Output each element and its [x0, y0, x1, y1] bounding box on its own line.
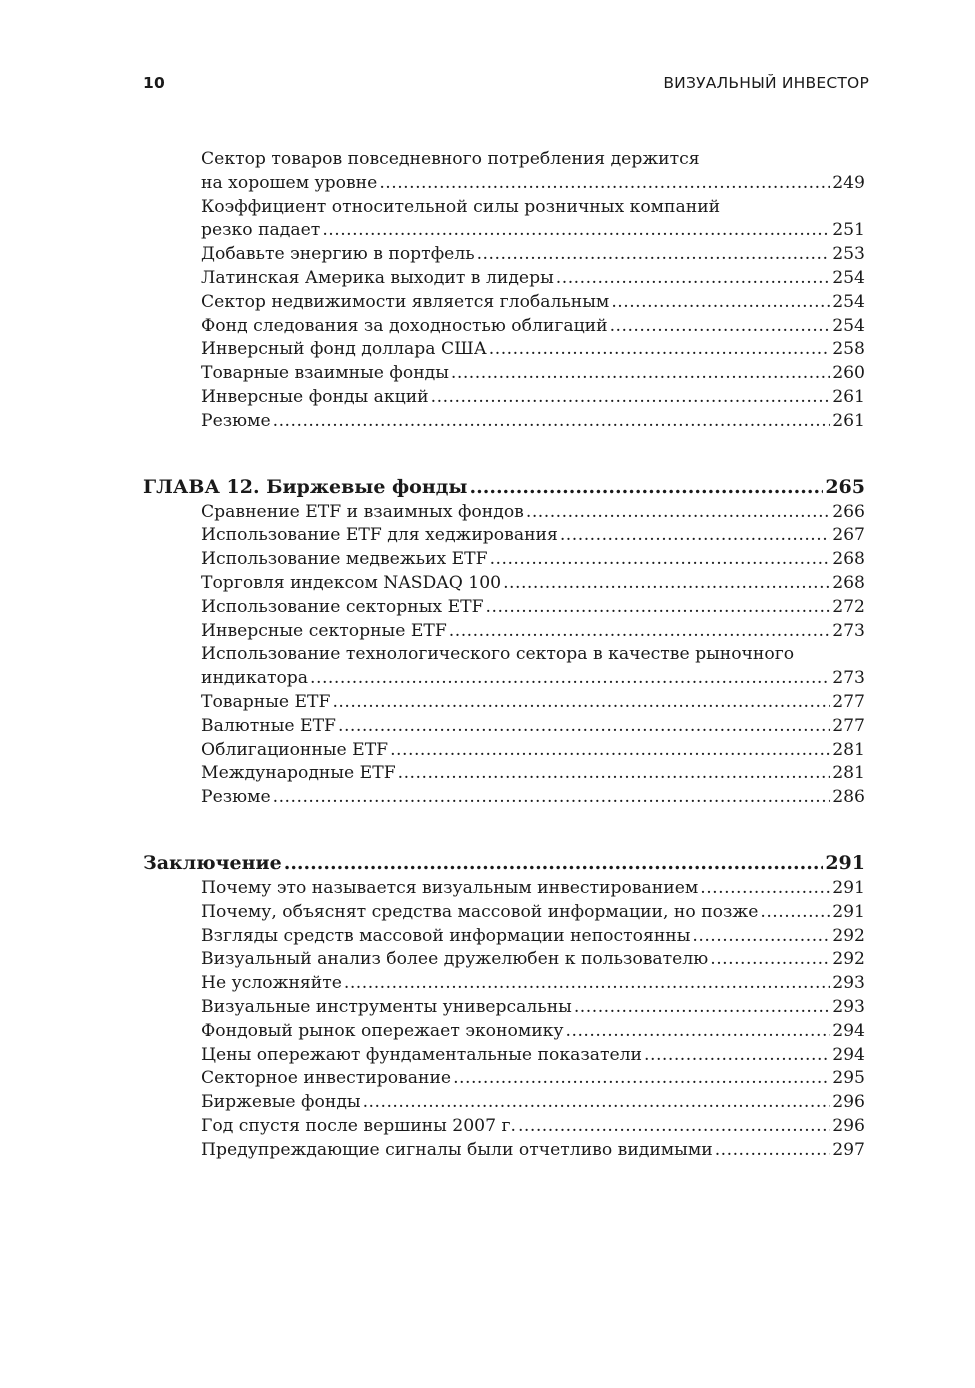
toc-entry-label: Сравнение ETF и взаимных фондов	[201, 501, 524, 522]
toc-entry-page: 291	[832, 901, 865, 922]
toc-entry-label: Визуальные инструменты универсальны	[201, 996, 572, 1017]
toc-entry-label-line1: Коэффициент относительной силы розничных компаний	[201, 196, 721, 217]
toc-entry-page: 277	[832, 715, 865, 736]
toc-entry-page: 272	[832, 596, 865, 617]
dot-leader	[344, 972, 830, 996]
toc-entry-page: 268	[832, 572, 865, 593]
dot-leader	[431, 386, 831, 410]
toc-entry-label: резко падает	[201, 220, 321, 241]
dot-leader	[477, 243, 831, 267]
toc-entry-page: 261	[832, 386, 865, 407]
chapter-title: Заключение	[143, 851, 282, 874]
toc-entry-label: Международные ETF	[201, 763, 396, 784]
dot-leader	[273, 410, 831, 434]
dot-leader	[715, 1139, 831, 1163]
toc-entry-label: Товарные взаимные фонды	[201, 363, 449, 384]
toc-entry-page: 294	[832, 1020, 865, 1041]
dot-leader	[363, 1091, 831, 1115]
page-number: 10	[143, 74, 165, 92]
toc-entry-label: Инверсные секторные ETF	[201, 620, 447, 641]
toc-entry[interactable]	[143, 501, 865, 525]
chapter-heading[interactable]	[143, 850, 865, 877]
toc-entry[interactable]	[143, 572, 865, 596]
toc-entry-page: 273	[832, 668, 865, 689]
chapter-heading[interactable]	[143, 474, 865, 501]
toc-entry-page: 281	[832, 739, 865, 760]
toc-entry[interactable]	[143, 1067, 865, 1091]
toc-entry-page: 292	[832, 949, 865, 970]
chapter-page: 265	[825, 475, 865, 498]
toc-entry[interactable]	[143, 1044, 865, 1068]
dot-leader	[379, 172, 830, 196]
dot-leader	[692, 925, 830, 949]
dot-leader	[310, 667, 830, 691]
running-head	[143, 74, 869, 98]
dot-leader	[560, 524, 830, 548]
toc-section-chapter-12	[143, 474, 865, 810]
toc-entry-label: Торговля индексом NASDAQ 100	[201, 572, 502, 593]
dot-leader	[449, 620, 830, 644]
toc-entry[interactable]	[143, 291, 865, 315]
toc-entry-page: 293	[832, 996, 865, 1017]
toc-entry[interactable]	[143, 948, 865, 972]
toc-entry-label: Почему, объяснят средства массовой информации, но позже	[201, 901, 759, 922]
toc-entry-label: Резюме	[201, 787, 271, 808]
toc-entry[interactable]	[143, 715, 865, 739]
toc-entry-page: 292	[832, 925, 865, 946]
toc-entry[interactable]	[143, 1020, 865, 1044]
toc-entry[interactable]	[143, 524, 865, 548]
toc-entry-label: Фонд следования за доходностью облигаций	[201, 315, 608, 336]
toc-entry-label: Цены опережают фундаментальные показатели	[201, 1044, 643, 1065]
section-spacer	[143, 810, 865, 850]
dot-leader	[556, 267, 830, 291]
toc-entry-page: 266	[832, 501, 865, 522]
toc-section-previous-chapter	[143, 148, 865, 434]
toc-entry[interactable]	[143, 315, 865, 339]
toc-entry[interactable]	[143, 739, 865, 763]
dot-leader	[322, 219, 830, 243]
chapter-title: ГЛАВА 12. Биржевые фонды	[143, 475, 468, 498]
toc-entry-page: 254	[832, 267, 865, 288]
toc-entry[interactable]	[143, 338, 865, 362]
toc-entry[interactable]	[143, 1091, 865, 1115]
toc-entry-label: Инверсный фонд доллара США	[201, 339, 487, 360]
chapter-page: 291	[825, 851, 865, 874]
toc-entry-label-line1: Использование технологического сектора в качестве рыночного	[201, 644, 795, 665]
dot-leader	[486, 596, 831, 620]
dot-leader	[610, 315, 831, 339]
dot-leader	[489, 338, 830, 362]
toc-entry[interactable]	[143, 243, 865, 267]
toc-entry-label: индикатора	[201, 668, 309, 689]
dot-leader	[469, 474, 823, 501]
section-spacer	[143, 434, 865, 474]
toc-entry-page: 267	[832, 525, 865, 546]
dot-leader	[398, 762, 831, 786]
toc-entry[interactable]	[143, 643, 865, 691]
toc-entry-page: 249	[832, 172, 865, 193]
toc-entry-label: Резюме	[201, 410, 271, 431]
table-of-contents	[143, 148, 865, 1162]
toc-entry[interactable]	[143, 786, 865, 810]
toc-entry[interactable]	[143, 996, 865, 1020]
dot-leader	[574, 996, 830, 1020]
toc-entry-label: Использование ETF для хеджирования	[201, 525, 558, 546]
dot-leader	[338, 715, 830, 739]
toc-entry-page: 296	[832, 1092, 865, 1113]
book-title: ВИЗУАЛЬНЫЙ ИНВЕСТОР	[663, 74, 869, 92]
dot-leader	[503, 572, 830, 596]
toc-entry-page: 277	[832, 691, 865, 712]
toc-entry[interactable]	[143, 1115, 865, 1139]
toc-entry[interactable]	[143, 972, 865, 996]
toc-entry-page: 260	[832, 363, 865, 384]
toc-entry-label: Валютные ETF	[201, 715, 336, 736]
dot-leader	[644, 1044, 830, 1068]
toc-entry-label: Товарные ETF	[201, 691, 331, 712]
toc-entry[interactable]	[143, 548, 865, 572]
toc-entry-label: Не усложняйте	[201, 973, 342, 994]
toc-entry[interactable]	[143, 762, 865, 786]
dot-leader	[390, 739, 830, 763]
toc-entry-page: 297	[832, 1139, 865, 1160]
toc-entry-page: 261	[832, 410, 865, 431]
dot-leader	[332, 691, 830, 715]
dot-leader	[700, 877, 830, 901]
toc-entry[interactable]	[143, 362, 865, 386]
dot-leader	[566, 1020, 831, 1044]
toc-entry-label: Использование медвежьих ETF	[201, 549, 488, 570]
toc-entry-label: Секторное инвестирование	[201, 1068, 452, 1089]
dot-leader	[284, 850, 824, 877]
toc-entry-label: Латинская Америка выходит в лидеры	[201, 267, 554, 288]
toc-entry[interactable]	[143, 196, 865, 244]
toc-entry-page: 254	[832, 291, 865, 312]
toc-entry-label: Инверсные фонды акций	[201, 386, 429, 407]
toc-entry[interactable]	[143, 410, 865, 434]
toc-entry[interactable]	[143, 901, 865, 925]
toc-section-conclusion	[143, 850, 865, 1163]
toc-entry-page: 296	[832, 1115, 865, 1136]
dot-leader	[611, 291, 830, 315]
toc-entry[interactable]	[143, 1139, 865, 1163]
toc-entry-page: 253	[832, 244, 865, 265]
dot-leader	[760, 901, 830, 925]
dot-leader	[490, 548, 831, 572]
toc-entry[interactable]	[143, 148, 865, 196]
toc-entry-label: Почему это называется визуальным инвестированием	[201, 877, 699, 898]
toc-entry-page: 254	[832, 315, 865, 336]
toc-entry-page: 258	[832, 339, 865, 360]
toc-entry-page: 273	[832, 620, 865, 641]
toc-entry-page: 251	[832, 220, 865, 241]
toc-entry-label: Сектор недвижимости является глобальным	[201, 291, 610, 312]
toc-entry-label: Добавьте энергию в портфель	[201, 244, 475, 265]
toc-entry-page: 268	[832, 549, 865, 570]
toc-entry[interactable]	[143, 596, 865, 620]
dot-leader	[518, 1115, 830, 1139]
dot-leader	[526, 501, 830, 525]
toc-entry-label: Использование секторных ETF	[201, 596, 484, 617]
toc-entry[interactable]	[143, 386, 865, 410]
toc-entry-page: 291	[832, 877, 865, 898]
toc-entry-page: 293	[832, 973, 865, 994]
dot-leader	[710, 948, 830, 972]
toc-entry-label: Фондовый рынок опережает экономику	[201, 1020, 564, 1041]
toc-entry-label: Предупреждающие сигналы были отчетливо видимыми	[201, 1139, 713, 1160]
toc-entry[interactable]	[143, 877, 865, 901]
toc-entry[interactable]	[143, 267, 865, 291]
toc-entry-label: Взгляды средств массовой информации непостоянны	[201, 925, 691, 946]
toc-entry-label: Визуальный анализ более дружелюбен к пользователю	[201, 949, 709, 970]
toc-entry-label: Биржевые фонды	[201, 1092, 361, 1113]
toc-entry-page: 295	[832, 1068, 865, 1089]
dot-leader	[453, 1067, 830, 1091]
toc-entry-label-line1: Сектор товаров повседневного потребления держится	[201, 149, 700, 169]
toc-entry-page: 286	[832, 787, 865, 808]
toc-entry-label: Облигационные ETF	[201, 739, 389, 760]
toc-entry-label: на хорошем уровне	[201, 172, 378, 193]
toc-entry-page: 294	[832, 1044, 865, 1065]
toc-entry-page: 281	[832, 763, 865, 784]
dot-leader	[273, 786, 831, 810]
toc-entry[interactable]	[143, 925, 865, 949]
toc-entry[interactable]	[143, 620, 865, 644]
toc-entry[interactable]	[143, 691, 865, 715]
dot-leader	[451, 362, 830, 386]
toc-entry-label: Год спустя после вершины 2007 г.	[201, 1115, 516, 1136]
